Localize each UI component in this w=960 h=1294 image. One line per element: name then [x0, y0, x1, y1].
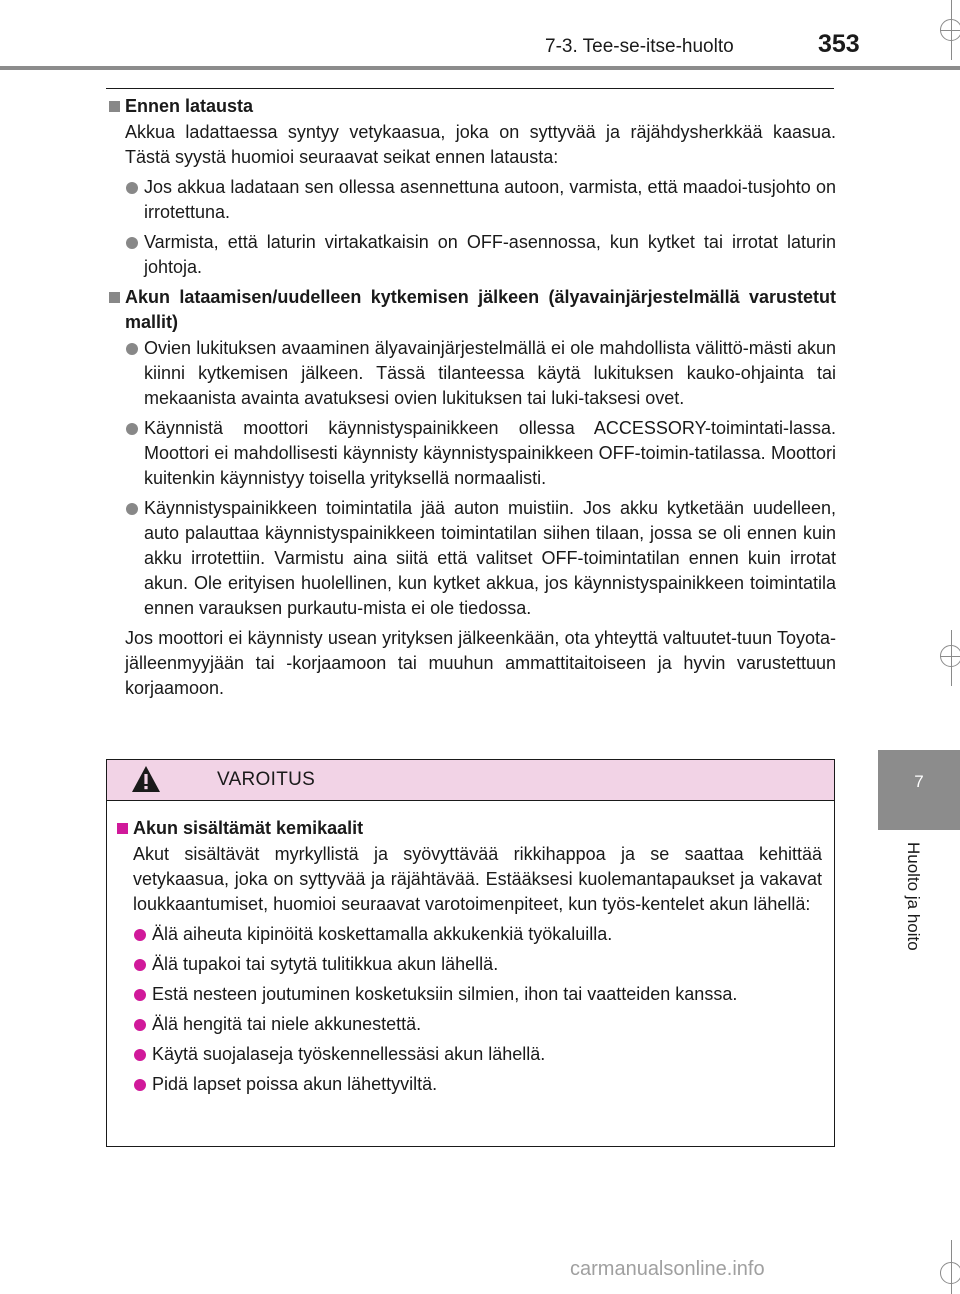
- header-divider: [0, 66, 960, 70]
- round-bullet-icon: [134, 1079, 146, 1091]
- content-top-rule: [106, 88, 834, 89]
- section-heading-text: Akun lataamisen/uudelleen kytkemisen jälkeen (älyavainjärjestelmällä varustetut mallit): [125, 287, 836, 332]
- list-item: [133, 1042, 822, 1067]
- round-bullet-icon: [134, 929, 146, 941]
- list-item: [125, 496, 836, 621]
- warning-header: [107, 760, 834, 801]
- list-item: [133, 952, 822, 977]
- chapter-number: 7: [914, 772, 924, 791]
- list-item: [125, 416, 836, 491]
- square-bullet-icon: [109, 101, 120, 112]
- round-bullet-icon: [134, 959, 146, 971]
- round-bullet-icon: [126, 343, 138, 355]
- list-item-text: Ovien lukituksen avaaminen älyavainjärjestelmällä ei ole mahdollista välittö-mästi akun kiinni kytkemisen jälkeen. Tässä tilanteessa käytä lukituksen kauko-ohjainta tai mekaanista avainta avatuksesi ovien lukituksen tai luki-taksesi ovet.: [144, 338, 836, 408]
- list-item-text: Jos akkua ladataan sen ollessa asennettuna autoon, varmista, että maadoi-tusjohto on irrotettuna.: [144, 177, 836, 222]
- warning-triangle-icon: [131, 764, 161, 794]
- crop-mark: [940, 30, 960, 31]
- list-item: [133, 1012, 822, 1037]
- list-item-text: Käynnistä moottori käynnistyspainikkeen ollessa ACCESSORY-toimintati-lassa. Moottori ei mahdollisesti käynnisty käynnistyspainikkeen OFF-toimin-tatilassa. Moottori kuitenkin käynnistyy toisella yrityksellä normaalisti.: [144, 418, 836, 488]
- crop-mark: [940, 656, 960, 657]
- main-content: [106, 94, 836, 706]
- list-item: [125, 336, 836, 411]
- round-bullet-icon: [134, 1049, 146, 1061]
- list-item-text: Pidä lapset poissa akun lähettyviltä.: [152, 1074, 438, 1094]
- section-heading-text: Ennen latausta: [125, 96, 254, 116]
- paragraph: Akut sisältävät myrkyllistä ja syövyttävää rikkihappoa ja se saattaa kehittää vetykaasua, joka on syttyvää ja räjähtävää. Estääksesi kuolemantapaukset ja vakavat loukkaantumiset, huomioi seuraavat varotoimenpiteet, kun työs-kentelet akun lähellä:: [133, 844, 822, 914]
- list-item-text: Älä tupakoi tai sytytä tulitikkua akun lähellä.: [152, 954, 499, 974]
- list-item-text: Älä hengitä tai niele akkunestettä.: [152, 1014, 422, 1034]
- list-item: [133, 982, 822, 1007]
- round-bullet-icon: [126, 237, 138, 249]
- paragraph: Akkua ladattaessa syntyy vetykaasua, joka on syttyvää ja räjähdysherkkää kaasua. Tästä syystä huomioi seuraavat seikat ennen latausta:: [125, 122, 836, 167]
- list-item: [125, 230, 836, 280]
- warning-label: VAROITUS: [217, 769, 316, 790]
- chapter-title: Huolto ja hoito: [904, 842, 923, 951]
- round-bullet-icon: [134, 989, 146, 1001]
- round-bullet-icon: [126, 182, 138, 194]
- list-item: [125, 175, 836, 225]
- chapter-tab[interactable]: [878, 750, 960, 830]
- list-item: [133, 1072, 822, 1097]
- warning-heading: [114, 816, 822, 841]
- square-bullet-icon: [117, 823, 128, 834]
- crop-mark-circle: [940, 1262, 960, 1284]
- list-item-text: Varmista, että laturin virtakatkaisin on OFF-asennossa, kun kytket tai irrotat laturin johtoja.: [144, 232, 836, 277]
- round-bullet-icon: [126, 503, 138, 515]
- watermark: carmanualsonline.info: [570, 1258, 765, 1280]
- warning-box: [106, 759, 835, 1147]
- section-heading: [106, 285, 836, 335]
- section-heading: [106, 94, 836, 119]
- list-item-text: Käynnistyspainikkeen toimintatila jää auton muistiin. Jos akku kytketään uudelleen, auto palauttaa käynnistyspainikkeen toimintatilan siihen tilaan, jossa se oli ennen kuin akku irrotettiin. Varmistu aina siitä että valitset OFF-toimintatilan ennen kuin irrotat akun. Ole erityisen huolellinen, kun kytket akkua, jos käynnistyspainikkeen toimintatila ennen varauksen purkautu-mista ei ole tiedossa.: [144, 498, 836, 618]
- paragraph: Jos moottori ei käynnisty usean yrityksen jälkeenkään, ota yhteyttä valtuutet-tuun Toyota-jälleenmyyjään tai -korjaamoon tai muuhun ammattitaitoiseen ja hyvin varustettuun korjaamoon.: [125, 628, 836, 698]
- warning-heading-text: Akun sisältämät kemikaalit: [133, 818, 364, 838]
- warning-body: [107, 801, 834, 1097]
- section-title: 7-3. Tee-se-itse-huolto: [545, 36, 734, 57]
- round-bullet-icon: [134, 1019, 146, 1031]
- page-number: 353: [818, 30, 860, 58]
- list-item: [133, 922, 822, 947]
- list-item-text: Estä nesteen joutuminen kosketuksiin silmien, ihon tai vaatteiden kanssa.: [152, 984, 738, 1004]
- list-item-text: Käytä suojalaseja työskennellessäsi akun lähellä.: [152, 1044, 546, 1064]
- round-bullet-icon: [126, 423, 138, 435]
- square-bullet-icon: [109, 292, 120, 303]
- list-item-text: Älä aiheuta kipinöitä koskettamalla akkukenkiä työkaluilla.: [152, 924, 613, 944]
